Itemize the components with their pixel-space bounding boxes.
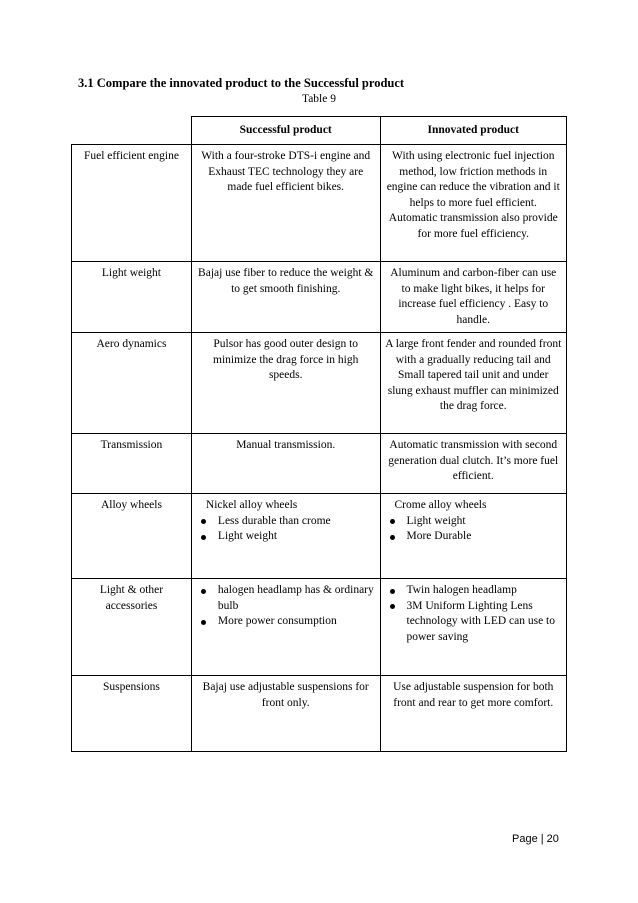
bullet-item: Light weight bbox=[381, 514, 567, 530]
page-number: Page | 20 bbox=[512, 833, 559, 845]
feature-label: Suspensions bbox=[103, 681, 160, 693]
successful-text: Pulsor has good outer design to minimize the drag force in high speeds. bbox=[213, 338, 359, 381]
header-successful: Successful product bbox=[191, 117, 380, 145]
table-row bbox=[72, 145, 567, 262]
bullet-item: Less durable than crome bbox=[192, 514, 380, 530]
successful-cell bbox=[191, 262, 380, 333]
feature-cell bbox=[72, 434, 192, 494]
successful-cell bbox=[191, 434, 380, 494]
innovated-text: Automatic transmission with second generation dual clutch. It’s more fuel efficient. bbox=[388, 439, 559, 482]
table-caption: Table 9 bbox=[301, 93, 336, 105]
innovated-cell bbox=[380, 434, 567, 494]
successful-text: Manual transmission. bbox=[236, 439, 336, 451]
feature-label: Fuel efficient engine bbox=[83, 150, 179, 162]
successful-cell bbox=[191, 145, 380, 262]
header-blank bbox=[72, 117, 192, 145]
successful-cell bbox=[191, 333, 380, 434]
innovated-text: Aluminum and carbon-fiber can use to make light bikes, it helps for increase fuel efficiency . Easy to handle. bbox=[390, 267, 557, 326]
feature-label: Alloy wheels bbox=[100, 499, 162, 511]
bullet-item: More Durable bbox=[381, 529, 567, 545]
table-row bbox=[72, 579, 567, 676]
successful-cell bbox=[191, 579, 380, 676]
innovated-cell bbox=[380, 262, 567, 333]
innovated-text: With using electronic fuel injection method, low friction methods in engine can reduce the vibration and it helps to more fuel efficient. Automatic transmission also provide for more fuel efficiency. bbox=[386, 150, 560, 240]
feature-cell bbox=[72, 494, 192, 579]
successful-text: Bajaj use fiber to reduce the weight & to get smooth finishing. bbox=[198, 267, 374, 295]
successful-text: With a four-stroke DTS-i engine and Exhaust TEC technology they are made fuel efficient bikes. bbox=[201, 150, 371, 193]
innovated-text: Crome alloy wheels bbox=[394, 499, 487, 511]
innovated-text: Use adjustable suspension for both front and rear to get more comfort. bbox=[393, 681, 554, 709]
feature-cell bbox=[72, 262, 192, 333]
section-heading: 3.1 Compare the innovated product to the Successful product bbox=[78, 76, 405, 90]
table-row bbox=[72, 262, 567, 333]
table-row bbox=[72, 434, 567, 494]
bullet-item: Light weight bbox=[192, 529, 380, 545]
table-header-row bbox=[72, 117, 567, 145]
feature-label: Transmission bbox=[100, 439, 163, 451]
feature-label: Light weight bbox=[101, 267, 161, 279]
successful-cell bbox=[191, 494, 380, 579]
feature-cell bbox=[72, 145, 192, 262]
innovated-cell bbox=[380, 579, 567, 676]
successful-bullet-list bbox=[192, 579, 380, 630]
feature-cell bbox=[72, 676, 192, 752]
successful-cell bbox=[191, 676, 380, 752]
feature-cell bbox=[72, 333, 192, 434]
successful-bullet-list bbox=[192, 514, 380, 545]
innovated-bullet-list bbox=[381, 514, 567, 545]
comparison-table bbox=[71, 116, 567, 752]
table-row bbox=[72, 494, 567, 579]
feature-label: Aero dynamics bbox=[96, 338, 167, 350]
table-row bbox=[72, 676, 567, 752]
innovated-cell bbox=[380, 333, 567, 434]
table-row bbox=[72, 333, 567, 434]
bullet-item: halogen headlamp has & ordinary bulb bbox=[192, 583, 380, 614]
bullet-item: More power consumption bbox=[192, 614, 380, 630]
successful-text: Nickel alloy wheels bbox=[205, 499, 298, 511]
innovated-cell bbox=[380, 676, 567, 752]
innovated-bullet-list bbox=[381, 579, 567, 645]
bullet-item: 3M Uniform Lighting Lens technology with LED can use to power saving bbox=[381, 599, 567, 646]
feature-cell bbox=[72, 579, 192, 676]
innovated-cell bbox=[380, 494, 567, 579]
feature-label: Light & other accessories bbox=[99, 584, 164, 612]
successful-text: Bajaj use adjustable suspensions for front only. bbox=[202, 681, 369, 709]
bullet-item: Twin halogen headlamp bbox=[381, 583, 567, 599]
innovated-text: A large front fender and rounded front with a gradually reducing tail and Small tapered tail unit and under slung exhaust muffler can minimized the drag force. bbox=[385, 338, 562, 412]
innovated-cell bbox=[380, 145, 567, 262]
header-innovated: Innovated product bbox=[380, 117, 567, 145]
